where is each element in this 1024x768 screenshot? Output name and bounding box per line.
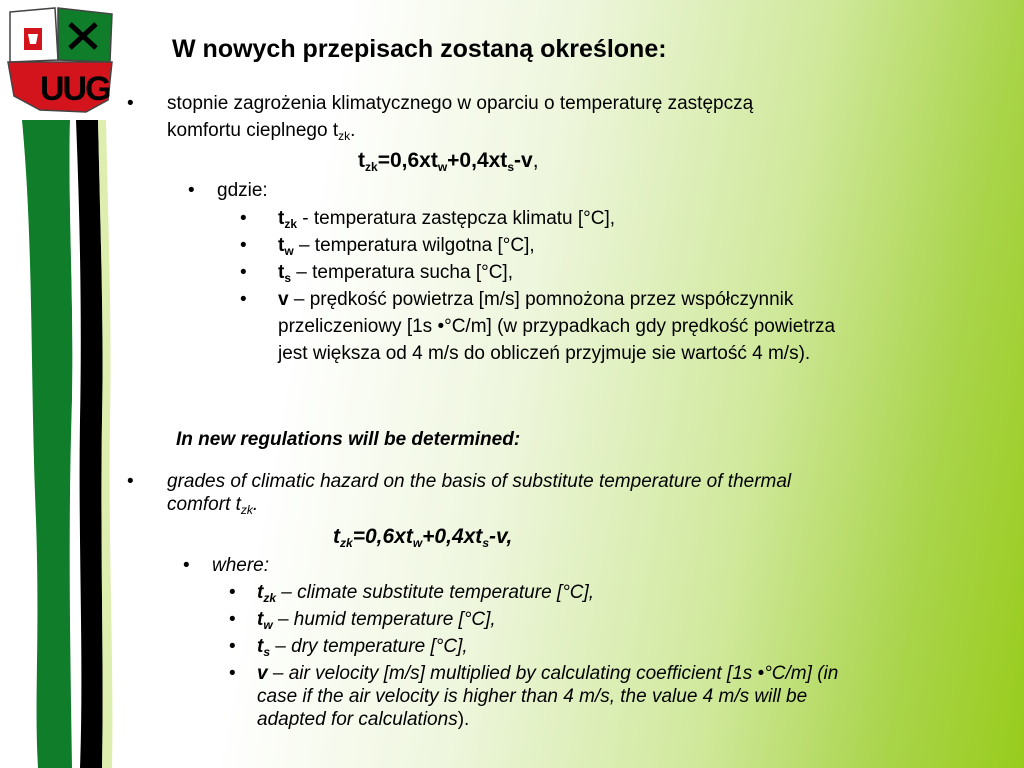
en-b1-line2: comfort $t_{zk}$. [167, 494, 259, 517]
pl-b1-line1: stopnie zagrożenia klimatycznego w oparciu o temperaturę zastępczą [167, 93, 754, 114]
en-bullet-where: • [183, 555, 190, 576]
pl-bullet-tzk: • [240, 208, 247, 229]
pl-item-v-line1: v – prędkość powietrza [m/s] pomnożona przez współczynnik [278, 289, 794, 310]
pl-bullet-ts: • [240, 262, 247, 283]
en-bullet-ts: • [229, 636, 236, 657]
en-item-tw: $t_w$ – humid temperature [°C], [257, 609, 496, 632]
pl-item-v-line2: przeliczeniowy [1s •°C/m] (w przypadkach gdy prędkość powietrza [278, 316, 836, 337]
en-item-ts: $t_s$ – dry temperature [°C], [257, 636, 468, 659]
en-item-v-line3: adapted for calculations). [257, 709, 470, 730]
logo-text: UUG [40, 70, 110, 108]
pl-gdzie: gdzie: [217, 180, 268, 201]
pl-item-ts: $t_s$ – temperatura sucha [°C], [278, 262, 513, 285]
en-formula: $t_{zk}=0,6xt_w+0,4xt_s-v$, [333, 525, 513, 550]
pl-b1-line2: komfortu cieplnego $t_{zk}$. [167, 120, 356, 143]
en-bullet-1: • [127, 471, 134, 492]
pl-title: W nowych przepisach zostaną określone: [172, 35, 667, 63]
en-where: where: [212, 555, 270, 576]
en-item-v-line1: v – air velocity [m/s] multiplied by calculating coefficient [1s •°C/m] (in [257, 663, 839, 684]
pl-item-tw: $t_w$ – temperatura wilgotna [°C], [278, 235, 535, 258]
pl-item-v-line3: jest większa od 4 m/s do obliczeń przyjmuje sie wartość 4 m/s). [278, 343, 811, 364]
en-bullet-tzk: • [229, 582, 236, 603]
pl-formula: $t_{zk}=0,6xt_w+0,4xt_s-v$, [358, 149, 539, 174]
pl-bullet-1: • [127, 93, 134, 114]
en-title: In new regulations will be determined: [176, 429, 521, 450]
en-b1-line1: grades of climatic hazard on the basis of substitute temperature of thermal [167, 471, 792, 492]
pl-item-tzk: $t_{zk}$ - temperatura zastępcza klimatu [°C], [278, 208, 616, 231]
pl-bullet-v: • [240, 289, 247, 310]
pl-bullet-tw: • [240, 235, 247, 256]
en-bullet-v: • [229, 663, 236, 684]
pl-bullet-gdzie: • [188, 180, 195, 201]
en-item-tzk: $t_{zk}$ – climate substitute temperature [°C], [257, 582, 595, 605]
en-bullet-tw: • [229, 609, 236, 630]
en-item-v-line2: case if the air velocity is higher than 4 m/s, the value 4 m/s will be [257, 686, 808, 707]
